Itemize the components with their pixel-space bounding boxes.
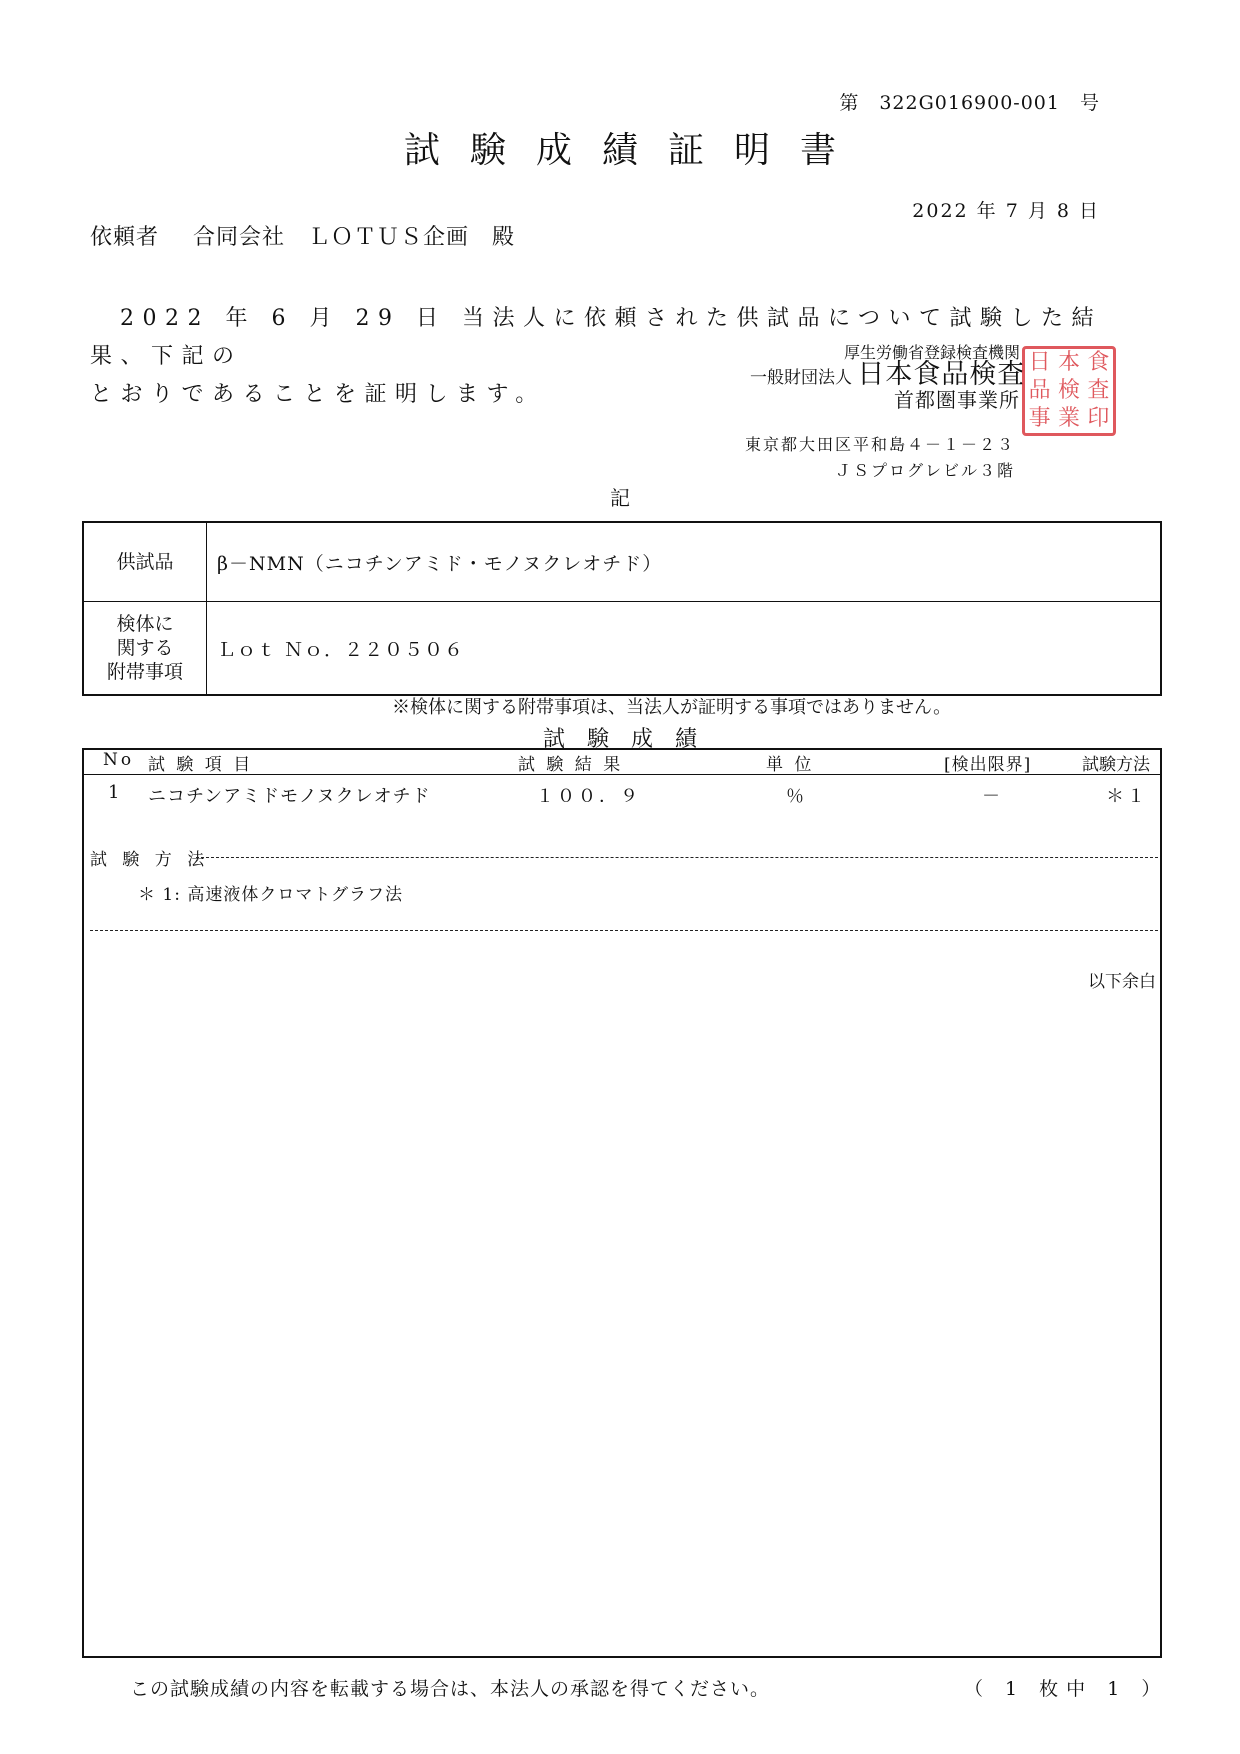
header-result: 試 験 結 果 [518, 755, 624, 775]
method-divider-bottom [90, 930, 1158, 931]
lab-address [745, 432, 1015, 484]
lab-address-line-2: ＪＳプログレビル３階 [834, 461, 1015, 480]
sample-note: ※検体に関する附帯事項は、当法人が証明する事項ではありません。 [392, 697, 952, 718]
lab-org-type: 一般財団法人 [750, 368, 852, 388]
document-title: 試験成績証明書 [403, 130, 866, 171]
certificate-number: 第 322G016900-001 号 [839, 92, 1100, 114]
row-no: 1 [108, 782, 123, 803]
header-no: No [103, 750, 135, 770]
row-result: １００．９ [536, 786, 641, 807]
page-count: （ 1 枚中 1 ） [964, 1678, 1169, 1700]
row-unit: ％ [786, 786, 807, 807]
client-honorific: 殿 [492, 225, 516, 250]
header-method: 試験方法 [1082, 755, 1150, 775]
issue-date: 2022 年 7 月 8 日 [912, 200, 1100, 222]
header-item: 試 験 項 目 [148, 755, 254, 775]
row-method: ＊１ [1106, 786, 1148, 807]
method-divider-top [196, 857, 1158, 858]
footer-notice: この試験成績の内容を転載する場合は、本法人の承認を得てください。 [130, 1678, 771, 1700]
sample-item-label: 供試品 [83, 522, 207, 602]
sample-attached-label: 検体に 関する 附帯事項 [83, 602, 207, 696]
intro-line-1: 2022 年 6 月 29 日 当法人に依頼された供試品について試験した結果、下記の [90, 306, 1103, 369]
end-mark: 以下余白 [1088, 972, 1156, 992]
lab-org-row [750, 359, 1026, 390]
lab-info [750, 342, 1026, 412]
header-limit: [検出限界] [944, 755, 1032, 775]
sample-row-attached [83, 602, 1161, 696]
client-line [90, 220, 515, 251]
client-name: 合同会社 ＬＯＴＵＳ企画 [193, 225, 470, 250]
sample-table [82, 521, 1162, 696]
results-title: 試験成績 [542, 727, 719, 752]
ki-mark: 記 [610, 486, 630, 510]
sample-item-value: β－NMN（ニコチンアミド・モノヌクレオチド） [207, 522, 1162, 602]
lab-office: 首都圏事業所 [894, 388, 1020, 412]
method-item: ＊ 1: 高速液体クロマトグラフ法 [138, 885, 404, 905]
official-seal-icon: 日 本 食 品 検 査 事 業 印 [1022, 346, 1116, 436]
lab-address-line-1: 東京都大田区平和島４－１－２３ [744, 435, 1015, 454]
row-limit: － [982, 786, 1003, 807]
row-item: ニコチンアミドモノヌクレオチド [148, 786, 431, 807]
sample-row-item [83, 522, 1161, 602]
client-label: 依頼者 [90, 225, 160, 250]
method-section-label: 試 験 方 法 [90, 850, 210, 870]
sample-attached-value: Ｌｏｔ Ｎｏ．２２０５０６ [207, 602, 1162, 696]
lab-org-name: 日本食品検査 [857, 359, 1026, 390]
lab-registration: 厚生労働省登録検査機関 [843, 343, 1020, 362]
header-unit: 単 位 [766, 755, 815, 775]
intro-line-2: とおりであることを証明します。 [90, 382, 546, 407]
